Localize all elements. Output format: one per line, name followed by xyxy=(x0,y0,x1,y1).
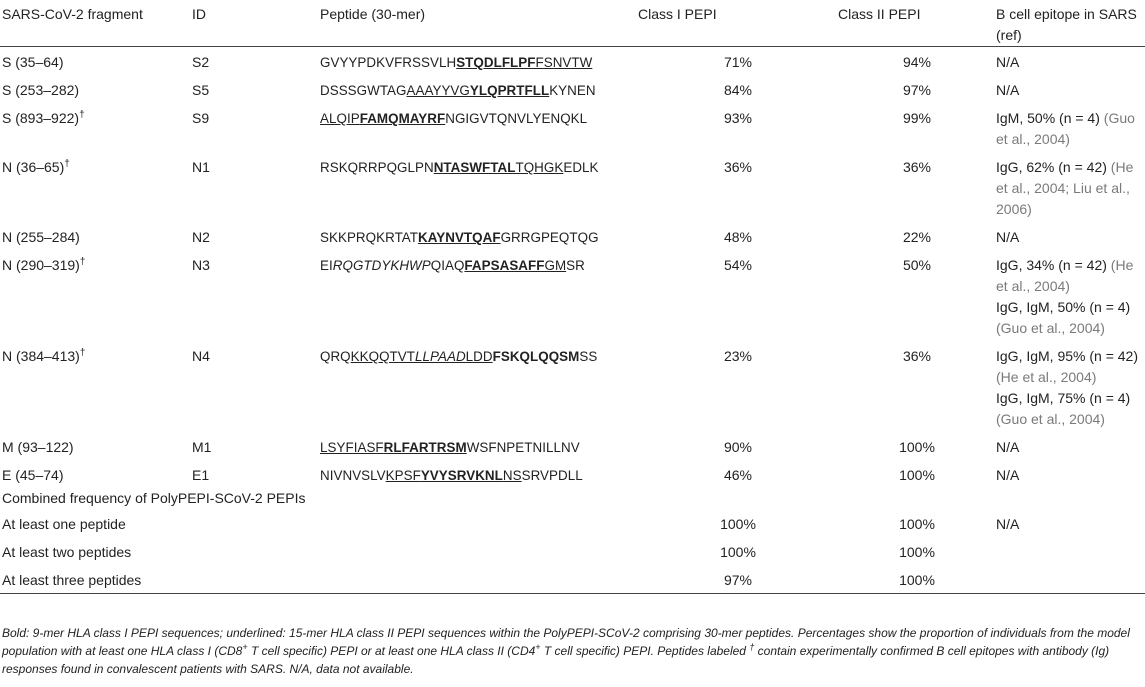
table-body xyxy=(0,47,1145,594)
peptide-segment: GM xyxy=(544,258,567,273)
table-row xyxy=(0,432,1145,460)
class2-cell: 100% xyxy=(899,439,935,455)
bcell-entry xyxy=(996,227,1145,248)
fragment-cell xyxy=(0,250,192,341)
peptide-segment: QRQ xyxy=(320,349,351,364)
fragment-label: N (255–284) xyxy=(2,229,80,245)
bcell-ref: (He et al., 2004; Liu et al., 2006) xyxy=(996,159,1134,217)
combined-label: At least one peptide xyxy=(2,516,126,532)
fragment-cell xyxy=(0,222,192,250)
table-row xyxy=(0,103,1145,152)
bcell-cell xyxy=(996,460,1145,488)
dagger-mark: † xyxy=(79,256,86,268)
bcell-cell xyxy=(996,341,1145,432)
class1-cell: 90% xyxy=(723,439,753,455)
peptide-segment: KPSF xyxy=(385,468,421,483)
bcell-entry xyxy=(996,346,1145,388)
combined-label: At least three peptides xyxy=(2,572,142,588)
bcell-text: IgG, IgM, 95% (n = 42) xyxy=(996,348,1139,364)
fragment-label: E (45–74) xyxy=(2,467,64,483)
peptide-cell xyxy=(320,460,638,488)
bcell-text: IgG, 34% (n = 42) xyxy=(996,257,1107,273)
combined-class1: 100% xyxy=(720,516,756,532)
table-row xyxy=(0,341,1145,432)
table-row xyxy=(0,460,1145,488)
fragment-cell xyxy=(0,152,192,222)
bcell-entry xyxy=(996,157,1145,220)
peptide-segment: FSKQLQQSM xyxy=(492,349,580,364)
class1-cell: 54% xyxy=(723,257,753,273)
fragment-cell xyxy=(0,460,192,488)
peptide-segment: NTASWFTAL xyxy=(433,160,516,175)
peptide-segment: FAPSASAFF xyxy=(464,258,545,273)
bcell-ref: (He et al., 2004) xyxy=(996,257,1134,294)
peptide-segment: STQDLFLPF xyxy=(456,55,536,70)
class2-cell: 22% xyxy=(902,229,932,245)
table-row xyxy=(0,222,1145,250)
peptide-segment: RQGTDYKHWP xyxy=(332,258,431,273)
bcell-entry xyxy=(996,80,1145,101)
fragment-label: N (36–65) xyxy=(2,159,65,175)
fragment-label: S (253–282) xyxy=(2,82,80,98)
bcell-text: IgG, 62% (n = 42) xyxy=(996,159,1107,175)
combined-class2: 100% xyxy=(899,516,935,532)
fragment-cell xyxy=(0,47,192,76)
fragment-cell xyxy=(0,75,192,103)
combined-class1: 100% xyxy=(720,544,756,560)
peptide-segment: EI xyxy=(320,258,333,273)
class2-cell: 99% xyxy=(902,110,932,126)
peptide-segment: QIAQ xyxy=(430,258,465,273)
id-cell: S9 xyxy=(192,110,210,126)
combined-class2: 100% xyxy=(899,544,935,560)
fragment-label: S (35–64) xyxy=(2,54,64,70)
fragment-cell xyxy=(0,341,192,432)
dagger-mark: † xyxy=(79,347,86,359)
peptide-segment: AAAYYVG xyxy=(406,83,470,98)
peptide-segment: RLFARTRSM xyxy=(383,440,467,455)
peptide-segment: DSSSGWTAG xyxy=(320,83,407,98)
footnote-plus-1: + xyxy=(242,642,248,652)
peptide-segment: YVYSRVKNL xyxy=(420,468,503,483)
table-row xyxy=(0,47,1145,76)
combined-row xyxy=(0,537,1145,565)
class2-cell: 36% xyxy=(902,159,932,175)
peptide-cell xyxy=(320,250,638,341)
fragment-label: M (93–122) xyxy=(2,439,74,455)
fragment-label: N (384–413) xyxy=(2,348,80,364)
footnote-plus-2: + xyxy=(535,642,541,652)
header-id: ID xyxy=(192,6,206,22)
class1-cell: 93% xyxy=(723,110,753,126)
peptide-segment: SR xyxy=(566,258,585,273)
footnote-part-3: T cell specific) PEPI. Peptides labeled xyxy=(540,644,750,658)
footnote-part-4: contain experimentally confirmed B cell epitopes with antibody (Ig) responses found in convalescent patients with SARS. N/A, data not available. xyxy=(2,644,1110,676)
bcell-entry xyxy=(996,297,1145,339)
id-cell: S2 xyxy=(192,54,210,70)
bcell-text: N/A xyxy=(996,54,1020,70)
dagger-mark: † xyxy=(79,109,85,121)
class2-cell: 100% xyxy=(899,467,935,483)
bcell-entry xyxy=(996,108,1145,150)
peptide-segment: WSFNPETNILLNV xyxy=(466,440,580,455)
peptide-segment: TQHGK xyxy=(515,160,564,175)
bcell-cell xyxy=(996,47,1145,76)
class1-cell: 46% xyxy=(723,467,753,483)
bcell-cell xyxy=(996,75,1145,103)
peptide-cell xyxy=(320,152,638,222)
peptide-segment: LDD xyxy=(465,349,493,364)
header-class2: Class II PEPI xyxy=(838,6,921,22)
fragment-cell xyxy=(0,432,192,460)
peptide-segment: LSYFIASF xyxy=(320,440,384,455)
combined-bcell xyxy=(996,565,1145,594)
id-cell: N1 xyxy=(192,159,210,175)
combined-class1: 97% xyxy=(723,572,753,588)
combined-class2: 100% xyxy=(899,572,935,588)
peptide-segment: GRRGPEQTQG xyxy=(500,230,599,245)
table-footnote xyxy=(2,624,1142,678)
header-bcell: B cell epitope in SARS (ref) xyxy=(996,6,1137,43)
header-fragment: SARS-CoV-2 fragment xyxy=(2,6,143,22)
combined-label: At least two peptides xyxy=(2,544,132,560)
peptide-segment: KYNEN xyxy=(549,83,596,98)
dagger-mark: † xyxy=(64,158,70,170)
bcell-entry xyxy=(996,255,1145,297)
bcell-cell xyxy=(996,222,1145,250)
id-cell: S5 xyxy=(192,82,210,98)
fragment-label: N (290–319) xyxy=(2,257,80,273)
peptide-segment: SS xyxy=(579,349,598,364)
fragment-label: S (893–922) xyxy=(2,110,80,126)
id-cell: E1 xyxy=(192,467,210,483)
peptide-segment: ALQIP xyxy=(320,111,360,126)
peptide-segment: NGIGVTQNVLYENQKL xyxy=(445,111,588,126)
bcell-entry xyxy=(996,52,1145,73)
bcell-ref: (He et al., 2004) xyxy=(996,369,1097,385)
peptide-segment: SKKPRQKRTAT xyxy=(320,230,419,245)
peptide-cell xyxy=(320,341,638,432)
class1-cell: 71% xyxy=(723,54,753,70)
bcell-text: N/A xyxy=(996,229,1020,245)
peptide-segment: FSNVTW xyxy=(535,55,593,70)
combined-row xyxy=(0,565,1145,594)
peptide-cell xyxy=(320,432,638,460)
peptide-segment: KKQQTVT xyxy=(350,349,415,364)
peptide-segment: NS xyxy=(502,468,522,483)
peptide-segment: EDLK xyxy=(563,160,599,175)
peptide-cell xyxy=(320,103,638,152)
bcell-cell xyxy=(996,152,1145,222)
footnote-part-1: Bold: 9-mer HLA class I PEPI sequences; underlined: 15-mer HLA class II PEPI sequences within the PolyPEPI-SCoV-2 comprising 30-mer peptides. Percentages show the proportion of individuals from the model population with at least one HLA class I (CD8 xyxy=(2,626,1130,658)
peptide-cell xyxy=(320,75,638,103)
id-cell: N3 xyxy=(192,257,210,273)
combined-bcell: N/A xyxy=(996,516,1020,532)
bcell-text: N/A xyxy=(996,439,1020,455)
id-cell: M1 xyxy=(192,439,212,455)
peptide-segment: KAYNVTQAF xyxy=(418,230,501,245)
bcell-entry xyxy=(996,437,1145,458)
bcell-entry xyxy=(996,388,1145,430)
table-row xyxy=(0,75,1145,103)
combined-title: Combined frequency of PolyPEPI-SCoV-2 PEPIs xyxy=(2,490,306,506)
peptide-segment: LLPAAD xyxy=(415,349,466,364)
class2-cell: 50% xyxy=(902,257,932,273)
header-row xyxy=(0,4,1145,47)
class1-cell: 84% xyxy=(723,82,753,98)
peptide-table xyxy=(0,4,1145,594)
class1-cell: 23% xyxy=(723,348,753,364)
bcell-text: N/A xyxy=(996,467,1020,483)
class2-cell: 94% xyxy=(902,54,932,70)
peptide-segment: FAMQMAYRF xyxy=(359,111,446,126)
bcell-ref: (Guo et al., 2004) xyxy=(996,411,1105,427)
bcell-cell xyxy=(996,432,1145,460)
bcell-text: IgG, IgM, 75% (n = 4) xyxy=(996,390,1131,406)
bcell-cell xyxy=(996,103,1145,152)
table-row xyxy=(0,152,1145,222)
peptide-segment: SRVPDLL xyxy=(521,468,583,483)
class1-cell: 48% xyxy=(723,229,753,245)
peptide-segment: GVYYPDKVFRSSVLH xyxy=(320,55,457,70)
class2-cell: 36% xyxy=(902,348,932,364)
peptide-segment: YLQPRTFLL xyxy=(469,83,550,98)
id-cell: N2 xyxy=(192,229,210,245)
class2-cell: 97% xyxy=(902,82,932,98)
class1-cell: 36% xyxy=(723,159,753,175)
bcell-ref: (Guo et al., 2004) xyxy=(996,320,1105,336)
header-peptide: Peptide (30-mer) xyxy=(320,6,426,22)
bcell-entry xyxy=(996,465,1145,486)
peptide-cell xyxy=(320,222,638,250)
bcell-ref: (Guo et al., 2004) xyxy=(996,110,1135,147)
combined-row xyxy=(0,509,1145,537)
peptide-cell xyxy=(320,47,638,76)
header-class1: Class I PEPI xyxy=(638,6,717,22)
combined-bcell xyxy=(996,537,1145,565)
footnote-dagger: † xyxy=(749,642,755,652)
bcell-cell xyxy=(996,250,1145,341)
fragment-cell xyxy=(0,103,192,152)
peptide-segment: RSKQRRPQGLPN xyxy=(320,160,434,175)
footnote-part-2: T cell specific) PEPI or at least one HLA class II (CD4 xyxy=(247,644,536,658)
bcell-text: IgG, IgM, 50% (n = 4) xyxy=(996,299,1131,315)
combined-header-row xyxy=(0,488,1145,509)
id-cell: N4 xyxy=(192,348,210,364)
bcell-text: IgM, 50% (n = 4) xyxy=(996,110,1100,126)
peptide-segment: NIVNVSLV xyxy=(320,468,386,483)
table-row xyxy=(0,250,1145,341)
bcell-text: N/A xyxy=(996,82,1020,98)
